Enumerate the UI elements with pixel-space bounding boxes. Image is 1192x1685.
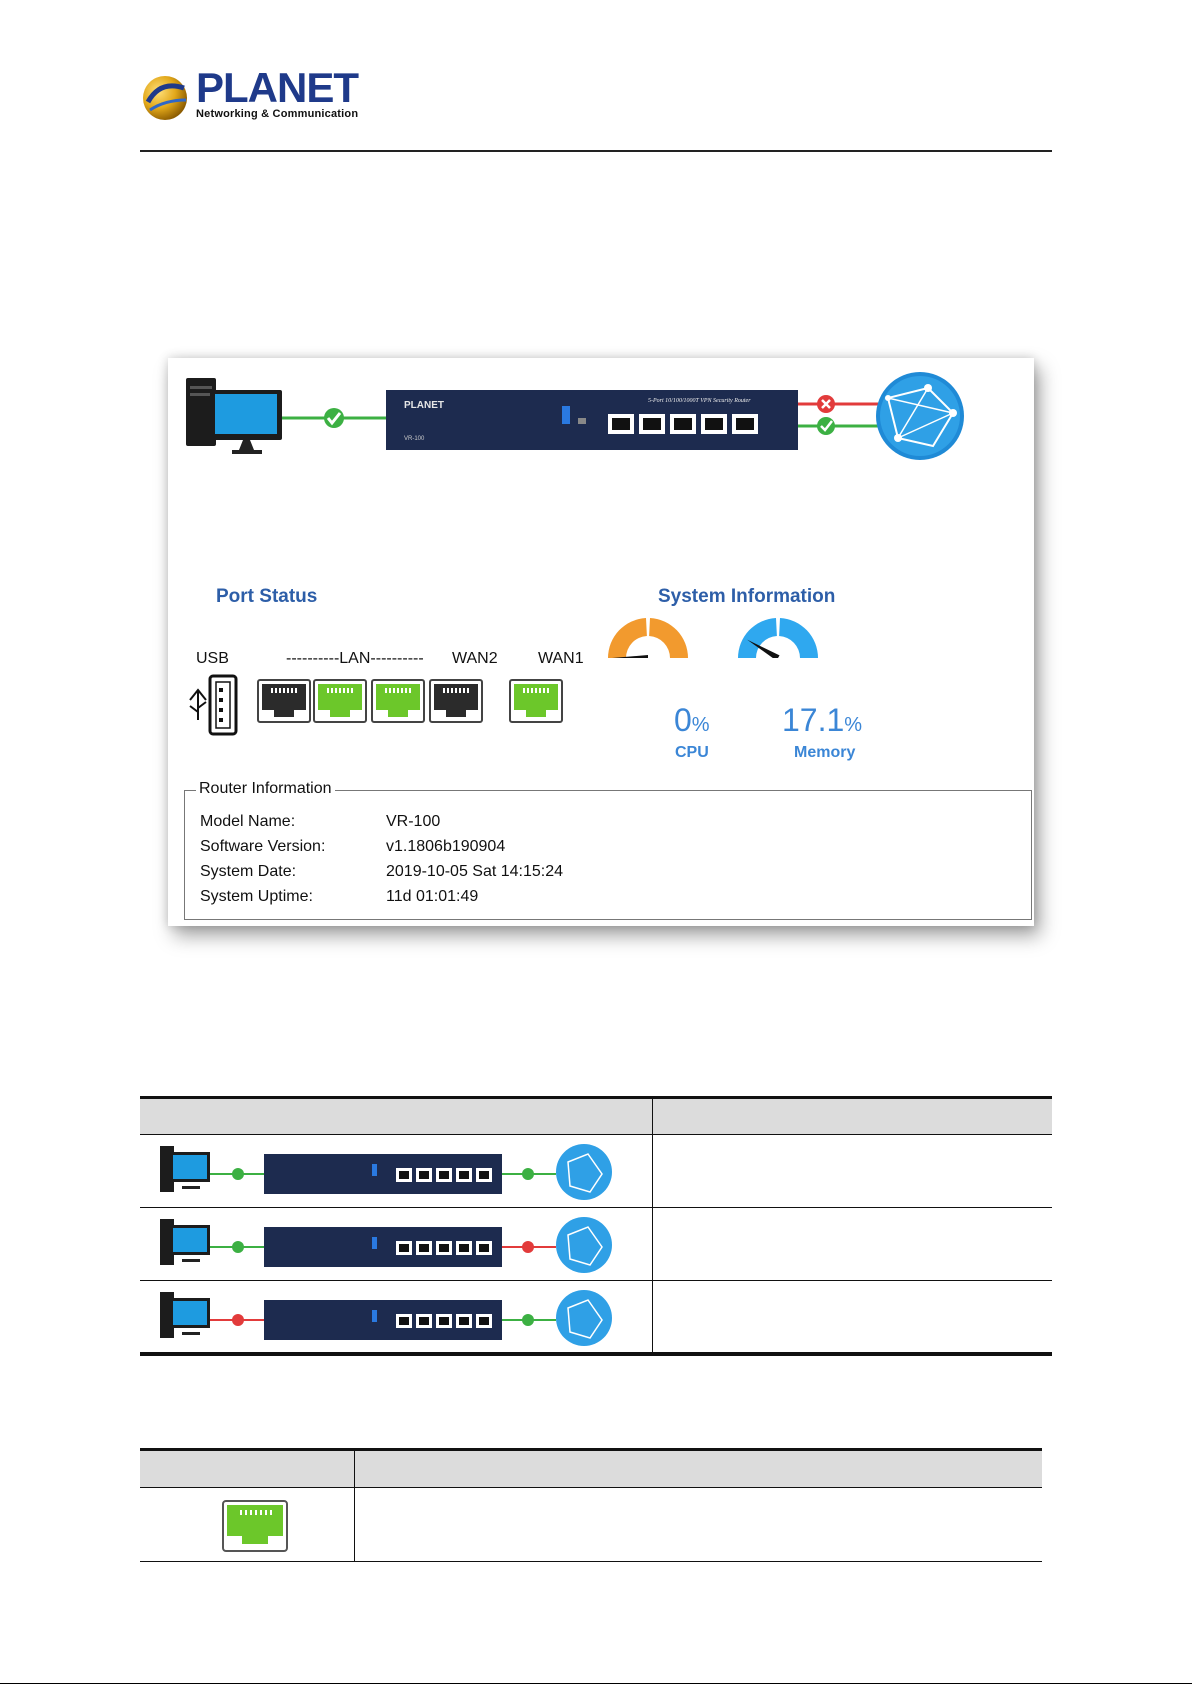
device-title: 5-Port 10/100/1000T VPN Security Router <box>648 398 751 404</box>
router-info-value: 2019-10-05 Sat 14:15:24 <box>386 863 564 880</box>
memory-value-unit: % <box>844 714 863 736</box>
error-icon <box>522 1241 534 1253</box>
table-header-row <box>140 1099 1052 1134</box>
router-info-value: 11d 01:01:49 <box>386 888 479 905</box>
check-icon <box>522 1168 534 1180</box>
page-footer-rule <box>0 1683 1192 1684</box>
globe-logo-icon <box>140 70 200 126</box>
link-status-row <box>160 1290 612 1346</box>
link-status-row <box>160 1217 612 1273</box>
error-icon <box>817 395 835 413</box>
port-wan2-icon <box>430 680 482 722</box>
cpu-gauge <box>604 618 692 664</box>
logo-wordmark: PLANET <box>196 64 358 111</box>
header-rule <box>140 150 1052 152</box>
port-up-icon <box>222 1500 288 1552</box>
system-info-title: System Information <box>658 586 836 607</box>
internet-globe-icon <box>556 1144 612 1200</box>
check-icon <box>232 1241 244 1253</box>
device-model: VR-100 <box>404 436 425 442</box>
internet-globe-icon <box>556 1290 612 1346</box>
error-icon <box>232 1314 244 1326</box>
table-bottom-rule <box>140 1561 1042 1562</box>
cpu-value-unit: % <box>691 714 710 736</box>
cpu-value <box>674 702 710 739</box>
router-info-value: VR-100 <box>386 813 441 830</box>
usb-label: USB <box>196 650 229 667</box>
router-device-icon <box>386 390 798 450</box>
internet-globe-icon <box>556 1217 612 1273</box>
table-rule <box>140 1487 1042 1488</box>
table-bottom-rule <box>140 1352 1052 1356</box>
wan1-label: WAN1 <box>538 650 584 667</box>
port-icon-table <box>140 1448 1042 1563</box>
check-icon <box>522 1314 534 1326</box>
cpu-label: CPU <box>675 744 709 761</box>
memory-gauge <box>734 618 822 664</box>
device-brand: PLANET <box>404 400 444 411</box>
memory-value <box>782 702 862 739</box>
router-info-label: Software Version: <box>200 838 326 855</box>
port-lan2-icon <box>314 680 366 722</box>
link-status-table <box>140 1096 1052 1358</box>
wan2-label: WAN2 <box>452 650 498 667</box>
port-status-title: Port Status <box>216 586 318 607</box>
lan-label: ----------LAN---------- <box>286 650 424 667</box>
router-info-label: System Uptime: <box>200 888 313 905</box>
link-status-diagrams <box>140 1134 652 1352</box>
table-column-divider <box>354 1451 355 1561</box>
table-column-divider <box>652 1099 653 1352</box>
port-status-group <box>258 680 562 722</box>
router-info-value: v1.1806b190904 <box>386 838 506 855</box>
table-header-row <box>140 1451 1042 1487</box>
port-lan1-icon <box>258 680 310 722</box>
usb-port-icon <box>190 676 236 734</box>
router-info-legend: Router Information <box>196 780 335 798</box>
internet-globe-icon <box>876 372 964 460</box>
memory-label: Memory <box>794 744 856 761</box>
check-icon <box>232 1168 244 1180</box>
router-info-label: System Date: <box>200 863 297 880</box>
port-wan1-icon <box>510 680 562 722</box>
link-status-row <box>160 1144 612 1200</box>
gauges-group <box>604 618 822 664</box>
dashboard-screenshot <box>168 358 1034 926</box>
computer-icon <box>186 378 282 454</box>
check-icon <box>324 408 344 428</box>
router-info-label: Model Name: <box>200 813 296 830</box>
memory-value-number: 17.1 <box>782 702 845 738</box>
port-lan3-icon <box>372 680 424 722</box>
check-icon <box>817 417 835 435</box>
cpu-value-number: 0 <box>674 702 692 738</box>
logo-tagline: Networking & Communication <box>196 108 359 120</box>
